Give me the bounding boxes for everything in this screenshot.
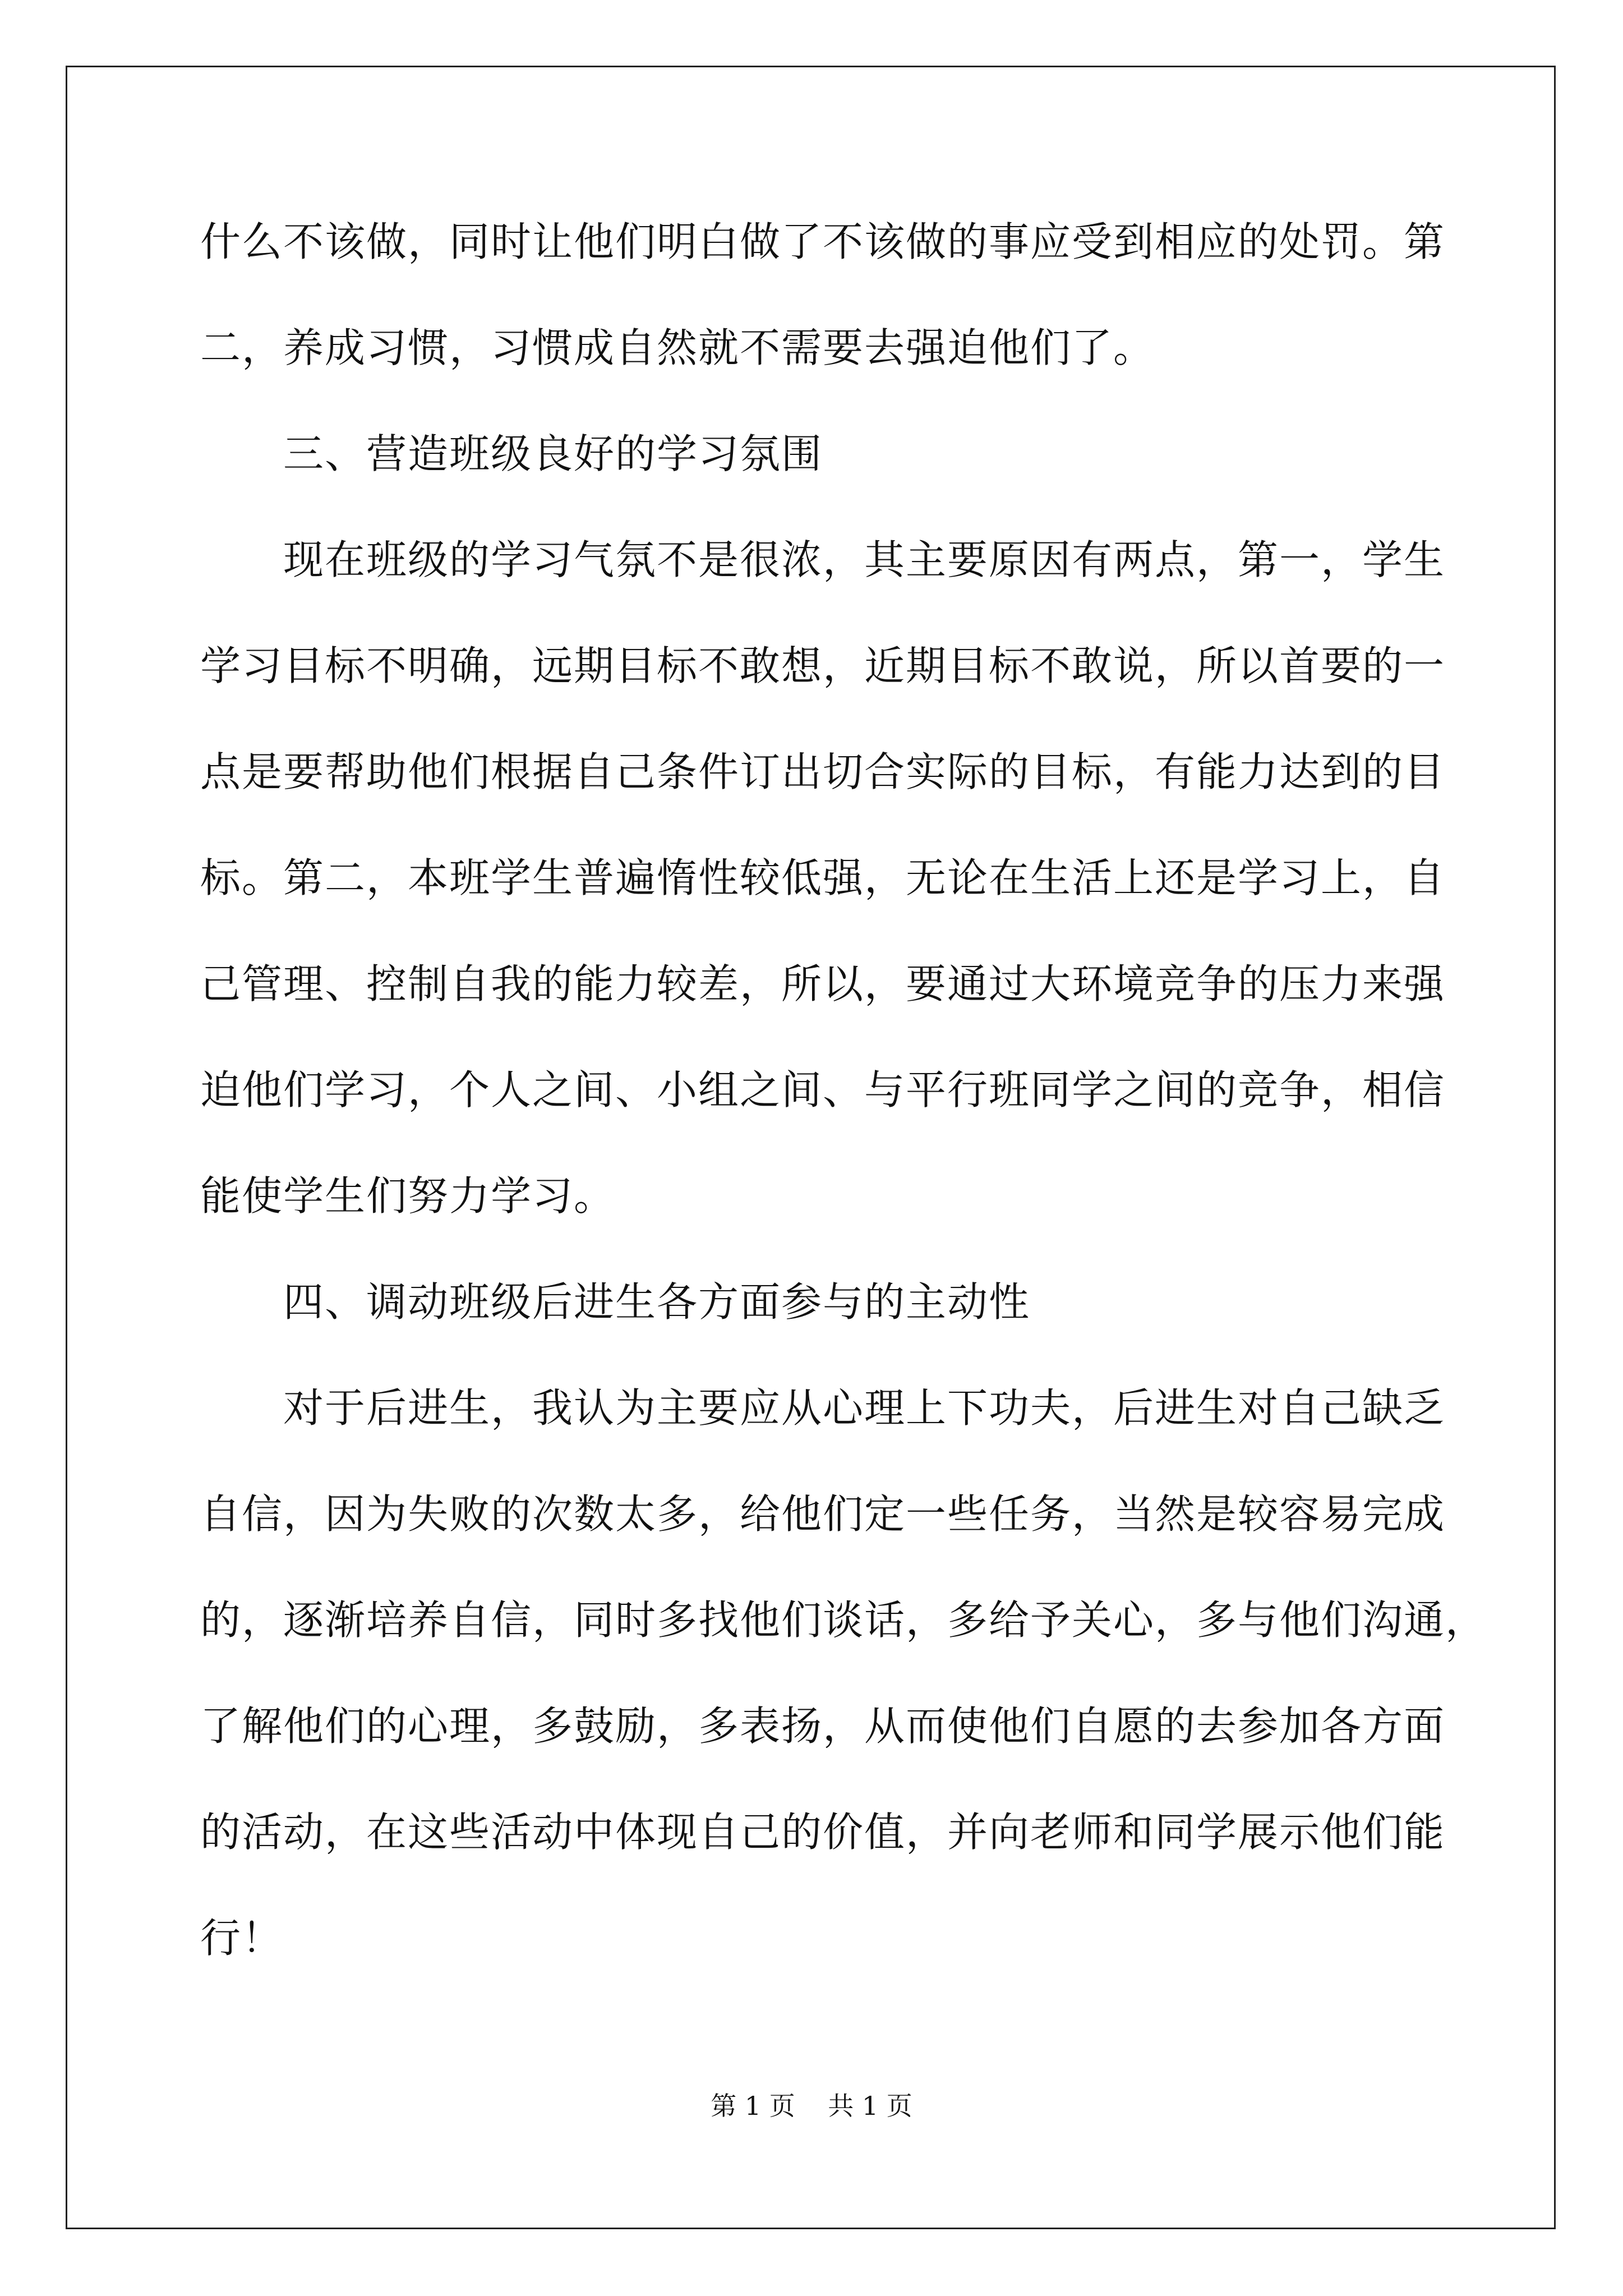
text-line: 现在班级的学习气氛不是很浓，其主要原因有两点，第一，学生 — [283, 536, 1446, 583]
text-line: 的，逐渐培养自信，同时多找他们谈话，多给予关心，多与他们沟通， — [200, 1596, 1487, 1644]
text-line: 标。第二，本班学生普遍惰性较低强，无论在生活上还是学习上，自 — [200, 854, 1446, 901]
text-line: 对于后进生，我认为主要应从心理上下功夫，后进生对自己缺乏 — [283, 1384, 1446, 1432]
text-line: 自信，因为失败的次数太多，给他们定一些任务，当然是较容易完成 — [200, 1490, 1446, 1538]
text-line: 行！ — [200, 1915, 284, 1962]
section-heading: 四、调动班级后进生各方面参与的主动性 — [283, 1278, 1031, 1326]
text-line: 二，养成习惯，习惯成自然就不需要去强迫他们了。 — [200, 324, 1155, 371]
text-line: 能使学生们努力学习。 — [200, 1172, 616, 1220]
text-line: 的活动，在这些活动中体现自己的价值，并向老师和同学展示他们能 — [200, 1809, 1446, 1856]
text-line: 点是要帮助他们根据自己条件订出切合实际的目标，有能力达到的目 — [200, 748, 1446, 795]
section-heading: 三、营造班级良好的学习氛围 — [283, 430, 823, 477]
text-line: 了解他们的心理，多鼓励，多表扬，从而使他们自愿的去参加各方面 — [200, 1703, 1446, 1750]
text-line: 迫他们学习，个人之间、小组之间、与平行班同学之间的竞争，相信 — [200, 1066, 1446, 1114]
text-line: 什么不该做，同时让他们明白做了不该做的事应受到相应的处罚。第 — [200, 218, 1446, 265]
document-body — [200, 218, 1487, 2024]
text-line: 学习目标不明确，远期目标不敢想，近期目标不敢说，所以首要的一 — [200, 642, 1446, 689]
page-number-footer: 第 1 页 共 1 页 — [711, 2091, 912, 2121]
text-line: 己管理、控制自我的能力较差，所以，要通过大环境竞争的压力来强 — [200, 960, 1446, 1007]
